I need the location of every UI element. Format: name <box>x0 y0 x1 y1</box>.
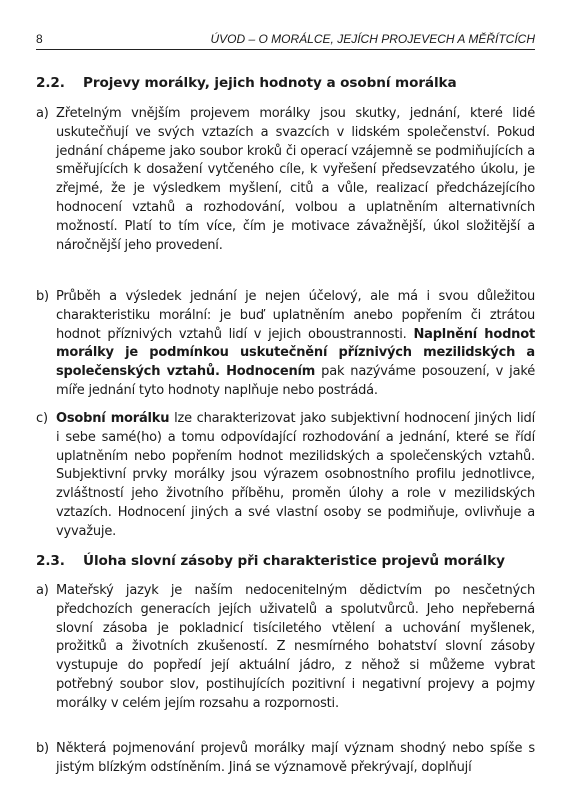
section-title: Úloha slovní zásoby při charakteristice projevů morálky <box>83 553 505 569</box>
text-run: Zřetelným vnějším projevem morálky jsou skutky, jednání, které lidé uskutečňují ve svých vztazích a svazcích v lidském společenství. Pokud jednání chápeme jako soubor kroků či operací vzájemně se podmiňujících a směřujících k dosažení vytčeného cíle, k vyřešení předsevzatého úkolu, je zřejmé, že je výsledkem myšlení, citů a vůle, realizací předcházejícího hodnocení vztahů a rozhodování, volbou a uplatněním alternativních možností. Platí to tím více, čím je motivace závažnější, úkol složitější a náročnější jeho provedení. <box>56 106 535 253</box>
text-run: Mateřský jazyk je naším nedocenitelným dědictvím po nesčetných předchozích generacích jejích uživatelů a spolutvůrců. Jeho nepřeberná slovní zásoba je pokladnicí tisíciletého vtělení a uchování myšlenek, prožitků a životních zkušeností. Z nesmírného bohatství slovní zásoby vystupuje do popředí její aktuální jádro, z něhož si můžeme vybrat potřebný soubor slov, postihujících pozitivní i negativní projevy a pojmy morálky v celém jejím rozsahu a rozpornosti. <box>56 583 535 711</box>
list-item-label: b) <box>36 289 49 304</box>
text-run: Průběh a výsledek jednání je nejen účelový, ale má i svou důležitou charakteristiku morální: je buď uplatněním anebo popřením či ztrátou hodnot příznivých vztahů lidí v jejich oboustrannosti. <box>56 289 535 342</box>
list-item-label: a) <box>36 583 49 598</box>
list-item <box>36 410 535 542</box>
list-item <box>36 740 535 778</box>
list-item-label: b) <box>36 741 49 756</box>
list-item-text <box>56 582 535 714</box>
section-heading <box>36 553 505 569</box>
page-number: 8 <box>36 32 43 46</box>
section-number: 2.3. <box>36 553 65 569</box>
list-item-label: a) <box>36 106 49 121</box>
list-item-text <box>56 740 535 778</box>
section-title: Projevy morálky, jejich hodnoty a osobní morálka <box>83 75 457 91</box>
list-item <box>36 288 535 401</box>
emphasis-run: Osobní morálku <box>56 411 170 426</box>
running-header <box>36 30 535 50</box>
list-item <box>36 582 535 714</box>
emphasis-run: Naplnění hodnot morálky je podmínkou uskutečnění příznivých mezilidských a společenských vztahů. Hodnocením <box>56 326 535 380</box>
list-item-label: c) <box>36 411 48 426</box>
section-number: 2.2. <box>36 75 65 91</box>
list-item-text <box>56 410 535 542</box>
list-item-text <box>56 288 535 401</box>
list-item <box>36 105 535 255</box>
running-title: ÚVOD – O MORÁLCE, JEJÍCH PROJEVECH A MĚŘÍTCÍCH <box>210 32 535 46</box>
section-heading <box>36 75 457 91</box>
list-item-text <box>56 105 535 255</box>
text-run: lze charakterizovat jako subjektivní hodnocení jiných lidí i sebe samé(ho) a tomu odpovídající rozhodování a jednání, které se řídí uplatněním nebo popřením hodnot mezilidských a společenských vztahů. Subjektivní prvky morálky jsou výrazem osobnostního profilu jednotlivce, zvláštností jeho životního příběhu, proměn úlohy a role v mezilidských vztazích. Hodnocení jiných a své vlastní osoby se podmiňuje, ovlivňuje a vyvažuje. <box>56 411 535 539</box>
text-run: Některá pojmenování projevů morálky mají význam shodný nebo spíše s jistým blízkým odstíněním. Jiná se významově překrývají, doplňují <box>56 741 535 775</box>
text-run: pak nazýváme posouzení, v jaké míře jednání tyto hodnoty naplňuje nebo postrádá. <box>56 364 535 398</box>
header-rule <box>36 49 535 50</box>
